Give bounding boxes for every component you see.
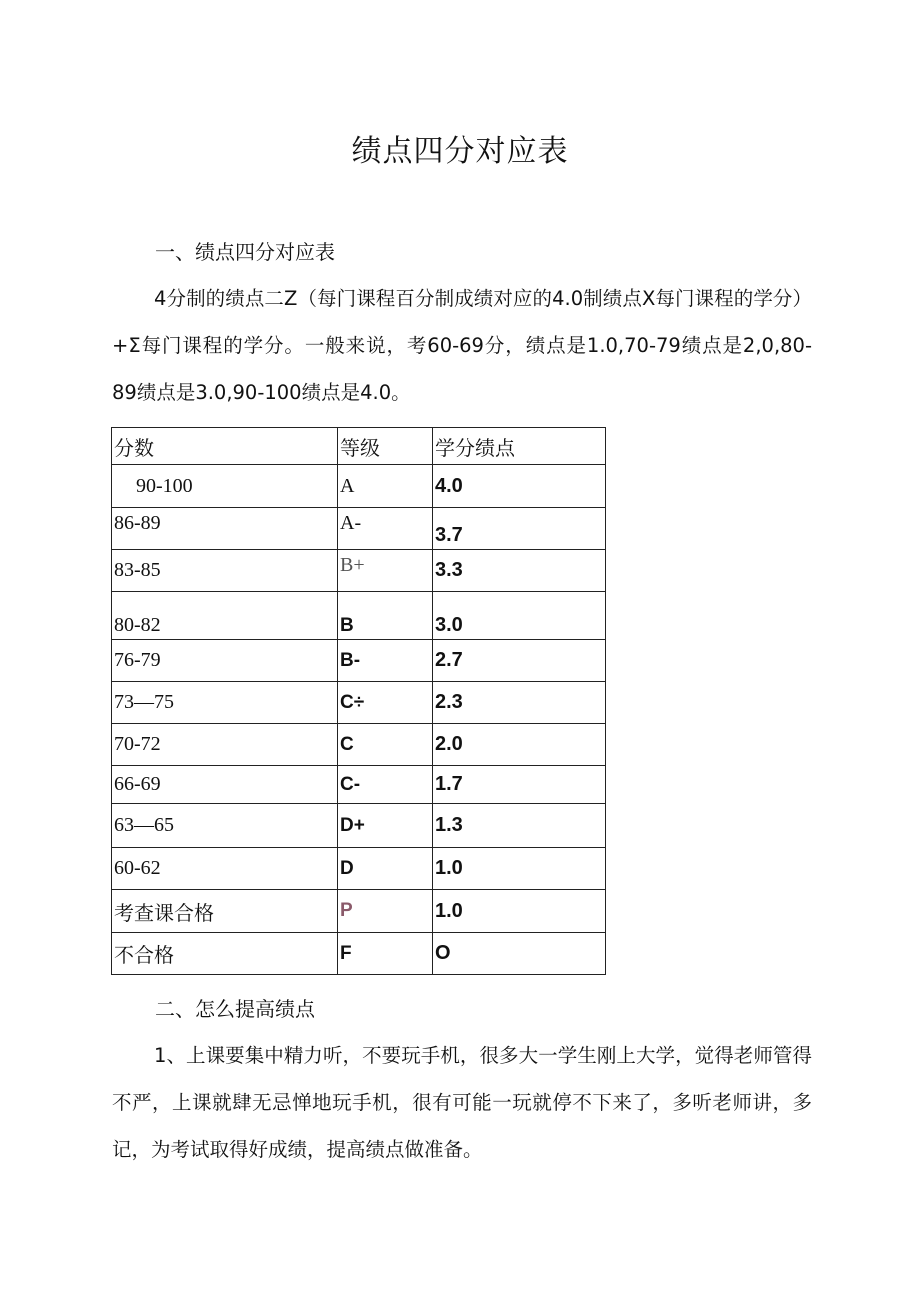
table-row <box>112 724 606 766</box>
score-cell: 66-69 <box>112 766 338 804</box>
table-row <box>112 550 606 592</box>
grade-cell: B+ <box>338 550 433 592</box>
score-cell: 考查课合格 <box>112 890 338 933</box>
gpa-cell: 2.0 <box>433 724 606 766</box>
score-cell: 63—65 <box>112 804 338 848</box>
grade-cell: A- <box>338 508 433 550</box>
gpa-cell: 2.7 <box>433 640 606 682</box>
header-score: 分数 <box>112 428 338 465</box>
section1-paragraph: 4分制的绩点二Z（每门课程百分制成绩对应的4.0制绩点X每门课程的学分）+Σ每门课程的学分。一般来说，考60-69分，绩点是1.0,70-79绩点是2,0,80-89绩点是3.0,90-100绩点是4.0。 <box>112 287 812 404</box>
gpa-cell: 2.3 <box>433 682 606 724</box>
table-row <box>112 804 606 848</box>
grade-cell: D <box>338 848 433 890</box>
grade-cell: B <box>338 592 433 640</box>
table-row <box>112 890 606 933</box>
table-row <box>112 766 606 804</box>
header-gpa: 学分绩点 <box>433 428 606 465</box>
gpa-cell: 3.3 <box>433 550 606 592</box>
section2-paragraph: 1、上课要集中精力听，不要玩手机，很多大一学生刚上大学，觉得老师管得不严，上课就肆无忌惮地玩手机，很有可能一玩就停不下来了，多听老师讲，多记，为考试取得好成绩，提高绩点做准备。 <box>112 1044 812 1161</box>
score-cell: 76-79 <box>112 640 338 682</box>
grade-cell: B- <box>338 640 433 682</box>
table-row <box>112 682 606 724</box>
grade-cell: C- <box>338 766 433 804</box>
gpa-cell: 1.7 <box>433 766 606 804</box>
gpa-cell: O <box>433 933 606 975</box>
grade-cell: D+ <box>338 804 433 848</box>
score-cell: 70-72 <box>112 724 338 766</box>
score-cell: 73—75 <box>112 682 338 724</box>
table-row <box>112 933 606 975</box>
gpa-table <box>111 427 606 975</box>
grade-cell: C÷ <box>338 682 433 724</box>
page-title: 绩点四分对应表 <box>351 134 569 169</box>
section2-heading: 二、怎么提高绩点 <box>155 997 315 1021</box>
gpa-cell: 3.0 <box>433 592 606 640</box>
table-row <box>112 508 606 550</box>
table-row <box>112 592 606 640</box>
grade-cell: P <box>338 890 433 933</box>
score-cell: 90-100 <box>112 465 338 508</box>
table-header-row <box>112 428 606 465</box>
header-grade: 等级 <box>338 428 433 465</box>
score-cell: 83-85 <box>112 550 338 592</box>
grade-cell: A <box>338 465 433 508</box>
score-cell: 80-82 <box>112 592 338 640</box>
gpa-cell: 1.3 <box>433 804 606 848</box>
gpa-cell: 1.0 <box>433 848 606 890</box>
table-row <box>112 848 606 890</box>
score-cell: 不合格 <box>112 933 338 975</box>
table-row <box>112 465 606 508</box>
score-cell: 86-89 <box>112 508 338 550</box>
grade-cell: F <box>338 933 433 975</box>
gpa-cell: 3.7 <box>433 508 606 550</box>
score-cell: 60-62 <box>112 848 338 890</box>
gpa-cell: 4.0 <box>433 465 606 508</box>
grade-cell: C <box>338 724 433 766</box>
table-row <box>112 640 606 682</box>
gpa-cell: 1.0 <box>433 890 606 933</box>
section1-heading: 一、绩点四分对应表 <box>155 240 335 264</box>
